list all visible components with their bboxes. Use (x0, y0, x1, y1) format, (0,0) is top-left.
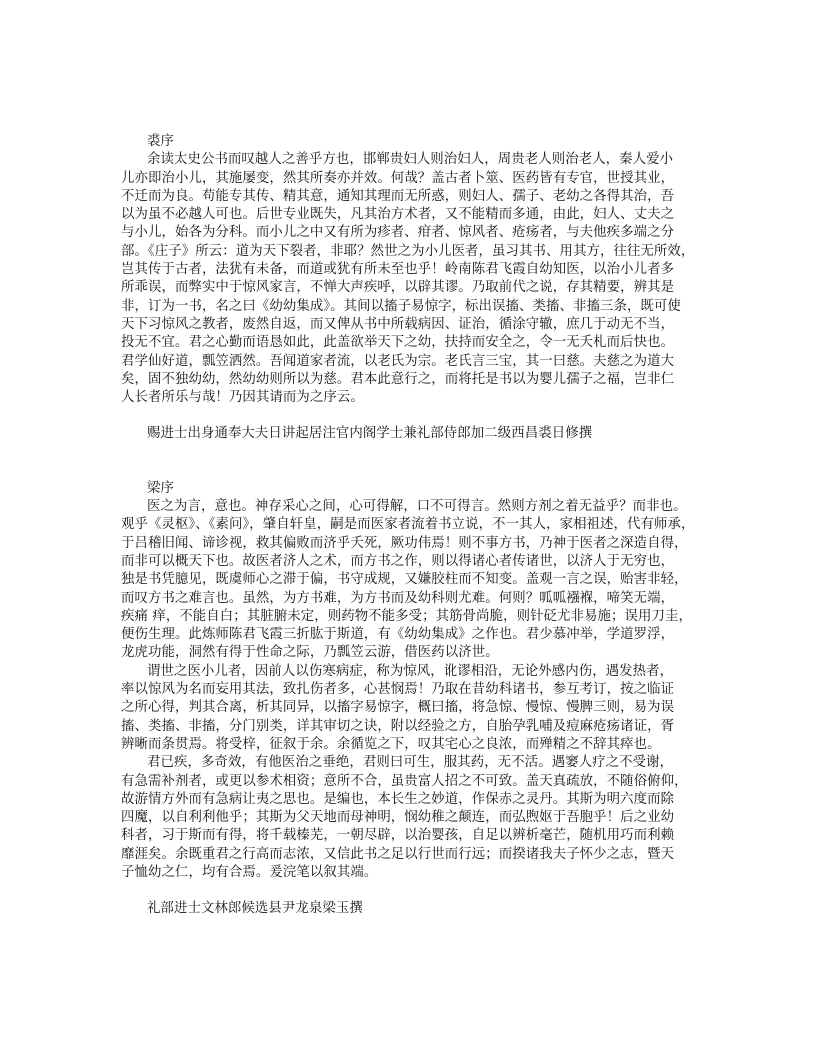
preface1-title: 裘序 (147, 134, 174, 149)
text-line: 医之为言，意也。神存采心之间，心可得解，口不可得言。然则方剂之着无益乎？而非也。 (147, 499, 687, 515)
text-line: 而非可以概天下也。故医者济人之术，而方书之作，则以得诸心者传诸世，以济人于无穷也， (121, 553, 675, 569)
text-line: 与小儿，始各为分科。而小儿之中又有所为疹者、疳者、惊风者、疮疡者，与夫他疾多端之分 (121, 225, 675, 241)
text-line: 而叹方书之难言也。虽然，为方书难，为方书而及幼科则尤难。何则？呱呱襁褓，啼笑无端， (121, 590, 675, 606)
preface2-signature: 礼部进士文林郎候选县尹龙泉梁玉撰 (147, 901, 363, 917)
preface1-signature: 赐进士出身通奉大夫日讲起居注官内阁学士兼礼部侍郎加二级西昌裘日修撰 (147, 426, 593, 442)
text-line: 故游情方外而有急病让夷之思也。是编也，本长生之妙道，作保赤之灵丹。其斯为明六度而除 (121, 791, 675, 807)
text-line: 辨晰而条贯焉。将受梓，征叙于余。余循览之下，叹其宅心之良浓，而殚精之不辞其瘁也。 (121, 736, 661, 752)
text-line: 余读太史公书而叹越人之善乎方也，邯郸贵妇人则治妇人，周贵老人则治老人，秦人爱小 (147, 152, 674, 168)
text-line: 龙虎功能，洞然有得于性命之际，乃瓢笠云游，借医药以济世。 (121, 645, 499, 661)
text-line: 部。《庄子》所云：道为天下裂者，非耶？然世之为小儿医者，虽习其书、用其方，往往无所效， (121, 243, 695, 259)
text-line: 于吕稽旧闻、谛诊视，救其偏败而济乎夭死，厥功伟焉！则不事方书，乃神于医者之深造自得， (121, 535, 688, 551)
preface2-title: 梁序 (147, 480, 174, 496)
text-line: 率以惊风为名而妄用其法，致扎伤者多，心甚悯焉！乃取在昔幼科诸书，参互考订，按之临证 (121, 682, 675, 698)
text-line: 靡涯矣。余既重君之行高而志浓，又信此书之足以行世而行远；而揆诸我夫子怀少之志，暨天 (121, 846, 675, 862)
text-line: 观乎《灵枢》、《素问》，肇自轩皇，嗣是而医家者流着书立说，不一其人，家相祖述，代有师承， (121, 517, 695, 533)
text-line: 以为虽不必越人可也。后世专业既失，凡其治方术者，又不能精而多通，由此，妇人、丈夫之 (121, 207, 675, 223)
preface2-body (121, 498, 697, 882)
text-line: 君学仙好道，瓢笠洒然。吾闻道家者流，以老氏为宗。老氏言三宝，其一曰慈。夫慈之为道大 (121, 353, 675, 369)
text-line: 便伤生理。此炼师陈君飞霞三折肱于斯道，有《幼幼集成》之作也。君少慕冲举，学道罗浮， (121, 627, 675, 643)
text-line: 搐、类搐、非搐，分门别类，详其审切之诀，附以经验之方，自胎孕乳哺及痘麻疮疡诸证，胥 (121, 718, 675, 734)
text-line: 矣，固不独幼幼，然幼幼则所以为慈。君本此意行之，而将托是书以为婴儿孺子之福，岂非仁 (121, 371, 675, 387)
text-line: 儿亦即治小儿，其施屡变，然其所奏亦并效。何哉？盖古者卜筮、医药皆有专官，世授其业， (121, 170, 675, 186)
text-line: 疾痛 痒，不能自白；其脏腑未定，则药物不能多受；其筋骨尚脆，则针砭尤非易施；误用刀圭， (121, 608, 692, 624)
text-line: 岂其传于古者，法犹有未备，而道或犹有所未至也乎！岭南陈君飞霞自幼知医，以治小儿者多 (121, 262, 675, 278)
document-page (121, 133, 697, 919)
text-line: 君已疾，多奇效，有他医治之垂绝，君则曰可生，服其药，无不活。遇窭人疗之不受谢， (147, 755, 674, 771)
text-line: 所乖误，而弊实中于惊风家言，不惮大声疾呼，以辟其谬。乃取前代之说，存其精要，辨其是 (121, 280, 675, 296)
text-line: 不迁而为良。苟能专其传、精其意，通知其理而无所惑，则妇人、孺子、老幼之各得其治，吾 (121, 188, 675, 204)
text-line: 非，订为一书，名之曰《幼幼集成》。其间以搐子易惊字，标出误搐、类搐、非搐三条，既可使 (121, 298, 681, 314)
text-line: 科者，习于斯而有得，将千载榛芜，一朝尽辟，以治婴孩，自足以辨析毫芒，随机用巧而利赖 (121, 828, 675, 844)
text-line: 独是书凭臆见，既虞师心之滞于偏，书守成规，又嫌胶柱而不知变。盖观一言之误，贻害非轻， (121, 572, 688, 588)
text-line: 子恤幼之仁，均有合焉。爰浣笔以叙其端。 (121, 864, 378, 880)
preface1-body (121, 151, 697, 407)
text-line: 之所心得，判其合离，析其同异，以搐字易惊字，概曰搐，将急惊、慢惊、慢脾三则，易为误 (121, 700, 675, 716)
text-line: 投无不宜。君之心勤而语恳如此，此盖欲举天下之幼，扶持而安全之，令一无夭札而后快也。 (121, 335, 675, 351)
text-line: 四魔，以自利利他乎；其斯为父天地而母神明，悯幼稚之颠连，而弘煦妪于吾胞乎！后之业幼 (121, 810, 675, 826)
text-line: 天下习惊风之教者，废然自返，而又俾从书中所载病因、证治，循涂守辙，庶几于动无不当， (121, 316, 675, 332)
text-line: 人长者所乐与哉！乃因其请而为之序云。 (121, 390, 364, 406)
text-line: 有急需补剂者，或更以参术相资；意所不合，虽贵富人招之不可致。盖天真疏放，不随俗俯仰， (121, 773, 688, 789)
text-line: 谓世之医小儿者，因前人以伤寒病症，称为惊风，讹谬相沿，无论外感内伤，遇发热者， (147, 663, 674, 679)
